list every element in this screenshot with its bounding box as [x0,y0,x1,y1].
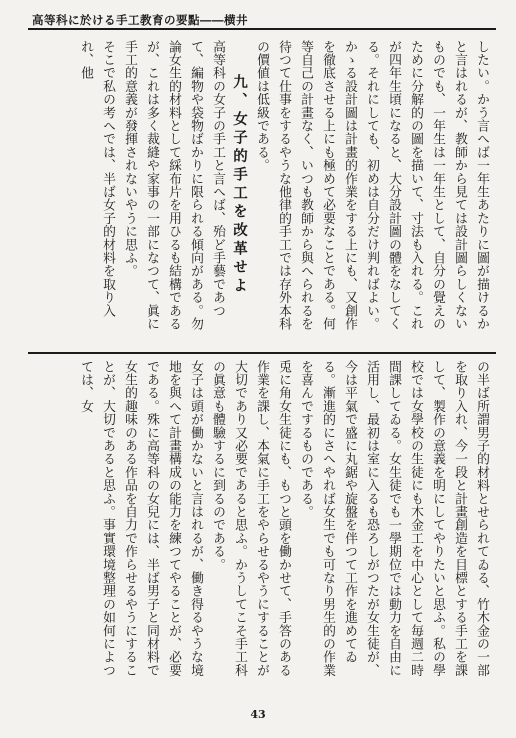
lower-text-column [24,360,492,682]
paragraph: かゝる設計圖は計畫的作業をする上にも、又創作を徹底させる上にも極めて必要なことである。何等自己の計畫なく、いつも教師から與へられるを待つて仕事をするやうな他律的手工では存外本科の價値は低級である。 [254,40,357,331]
page-number: 43 [250,708,266,721]
running-header: 高等科に於ける手工教育の要點――横井 [32,13,248,27]
upper-text-column [24,40,492,340]
paragraph: したい。かう言へば一年生あたりに圖が描けるかと言はれるが、教師から見ては設計圖らしくないものでも、一年生は一年生として、自分の覺えのために分解的の圖を描いて、寸法も入れる。これが四年生頃になると、大分設計圖の體をなしてくる。それにしても、初めは自分だけ判ればよい。 [364,40,489,331]
column-divider-rule [28,352,496,354]
paragraph: の半ば所謂男子的材料とせられてゐる、竹木金の一部を取り入れ、今一段と計畫創造を目標とする手工を課して、製作の意義を明にしてやりたいと思ふ。私の學校では女學校の生徒にも木金工を中心として毎週二時間課してゐる。女生徒でも一學期位では動力を自由に活用し、最初は室に入るも恐ろしがつたが女生徒が、今は平氣で盛に丸鋸や旋盤を伴つて工作を進めてゐる。漸進的にさへやれば女生でも可なり男生的の作業を喜んでするものである。 [298,360,489,677]
paragraph: そこで私の考へでは、半ば女子的材料を取り入れ、他 [78,40,115,318]
paragraph: 女子は頭が働かないと言はれるが、働き得るやうな境地を與へて計畫構成の能力を練つてやることが、必要である。殊に高等科の女兒には、半ば男子と同材料で女生的趣味のある作品を自力で作らせるやうにすることが、大切であると思ふ。事實環境整理の如何によつては、女 [78,360,203,677]
header-rule [28,28,496,30]
section-heading: 九、女子的手工を改革せよ [231,74,248,296]
paragraph: 高等科の女子の手工と言へば、殆ど手藝であつて、編物や袋物ばかりに限られる傾向がある。勿論女生的材料として綵布片を用ひるも結構であるが、これは多く裁縫や家事の一部になつて、眞に手工的意義が發揮されないやうに思ふ。 [122,40,225,331]
paragraph: 兎に角女生徒にも、もつと頭を働かせて、手答のある作業を課し、本氣に手工をやらせるやうにすることが大切であり又必要であると思ふ。かうしてこそ手工科の眞意も體驗するに到るのである。 [210,360,291,677]
